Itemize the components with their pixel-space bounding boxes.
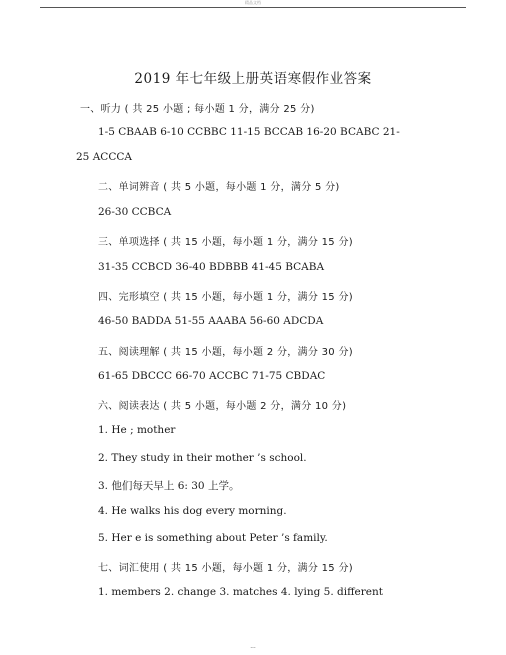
answer-line: 2. They study in their mother ’s school. xyxy=(98,452,307,464)
answer-line: 26-30 CCBCA xyxy=(98,206,172,218)
header-watermark: 精品文档 xyxy=(245,0,261,5)
section-heading-multiple-choice: 三、单项选择 ( 共 15 小题，每小题 1 分，满分 15 分) xyxy=(98,237,353,248)
answer-line: 46-50 BADDA 51-55 AAABA 56-60 ADCDA xyxy=(98,315,324,327)
answer-line: 1-5 CBAAB 6-10 CCBBC 11-15 BCCAB 16-20 BCABC 21- xyxy=(98,126,400,138)
section-heading-vocabulary: 七、词汇使用 ( 共 15 小题，每小题 1 分，满分 15 分) xyxy=(98,563,353,574)
page-title: 2019 年七年级上册英语寒假作业答案 xyxy=(134,71,372,87)
section-heading-cloze: 四、完形填空 ( 共 15 小题，每小题 1 分，满分 15 分) xyxy=(98,292,353,303)
answer-line: 5. Her e is something about Peter ’s family. xyxy=(98,532,328,544)
answer-line: 1. members 2. change 3. matches 4. lying 5. different xyxy=(98,586,383,598)
answer-line: 31-35 CCBCD 36-40 BDBBB 41-45 BCABA xyxy=(98,261,325,273)
section-heading-reading-expression: 六、阅读表达 ( 共 5 小题，每小题 2 分，满分 10 分) xyxy=(98,401,347,412)
answer-line: 3. 他们每天早上 6: 30 上学。 xyxy=(98,480,240,492)
footer-mark: --- xyxy=(250,645,256,651)
answer-line: 4. He walks his dog every morning. xyxy=(98,505,287,517)
header-rule xyxy=(40,7,466,8)
answer-line: 1. He ; mother xyxy=(98,424,176,436)
section-heading-reading: 五、阅读理解 ( 共 15 小题，每小题 2 分，满分 30 分) xyxy=(98,347,353,358)
answer-line: 25 ACCCA xyxy=(76,151,132,163)
section-heading-phonetics: 二、单词辨音 ( 共 5 小题，每小题 1 分，满分 5 分) xyxy=(98,182,340,193)
answer-line: 61-65 DBCCC 66-70 ACCBC 71-75 CBDAC xyxy=(98,370,326,382)
section-heading-listening: 一、听力 ( 共 25 小题 ; 每小题 1 分，满分 25 分) xyxy=(80,104,315,115)
